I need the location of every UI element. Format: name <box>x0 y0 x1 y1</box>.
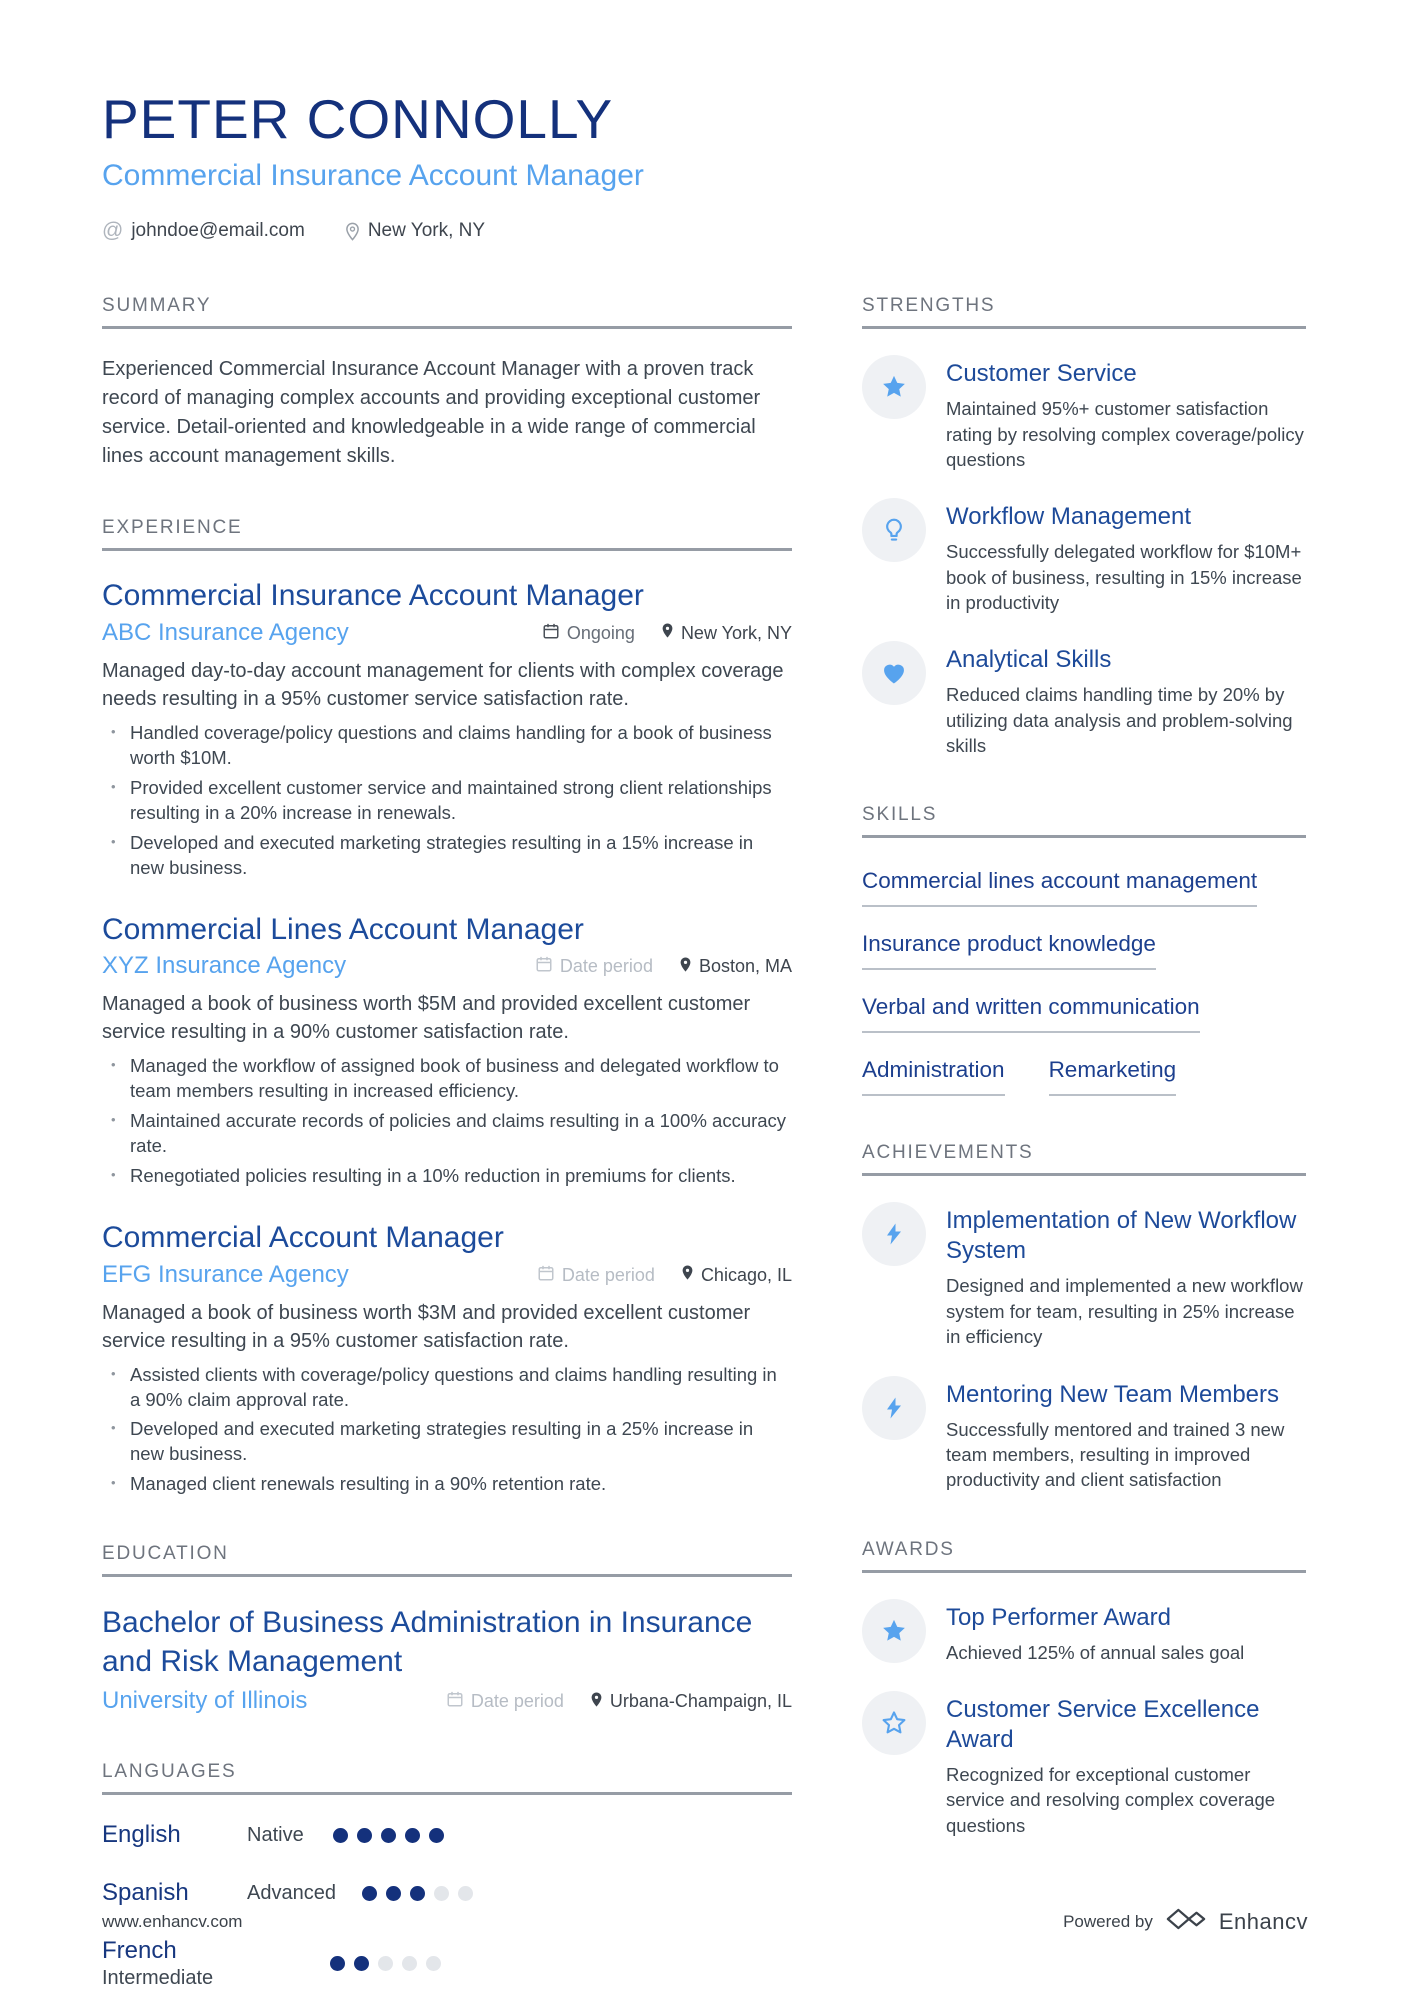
rating-dot-filled <box>354 1956 369 1971</box>
job-period: Date period <box>537 1264 655 1287</box>
resume-header <box>102 90 1308 243</box>
award-title: Customer Service Excellence Award <box>946 1695 1260 1753</box>
strength-title: Customer Service <box>946 360 1137 388</box>
job-bullet: • Provided excellent customer service and maintained strong client relationships resulting in a 20% increase in renewals. <box>102 776 792 826</box>
language-entry <box>102 1879 792 1907</box>
school-name: University of Illinois <box>102 1687 308 1715</box>
rating-dot-filled <box>410 1886 425 1901</box>
achievement-text: Successfully mentored and trained 3 new team members, resulting in improved productivity and client satisfaction <box>946 1418 1285 1491</box>
strength-entry <box>862 498 1306 615</box>
job-company: ABC Insurance Agency <box>102 618 349 646</box>
language-rating <box>330 1956 450 1971</box>
right-column <box>862 295 1306 1995</box>
job-company: XYZ Insurance Agency <box>102 952 347 980</box>
job-bullet: • Renegotiated policies resulting in a 10% reduction in premiums for clients. <box>102 1164 792 1189</box>
skill-item: Insurance product knowledge <box>862 931 1156 970</box>
job-bullet: • Assisted clients with coverage/policy questions and claims handling resulting in a 90% claim approval rate. <box>102 1363 792 1413</box>
awards-heading: AWARDS <box>862 1539 1306 1573</box>
rating-dot-filled <box>405 1828 420 1843</box>
job-title: Commercial Account Manager <box>102 1221 504 1255</box>
email-value: johndoe@email.com <box>131 220 305 242</box>
strengths-section <box>862 295 1306 758</box>
job-company: EFG Insurance Agency <box>102 1260 349 1288</box>
star-icon <box>862 355 926 419</box>
award-text: Recognized for exceptional customer service and resolving complex coverage questions <box>946 1763 1276 1836</box>
education-location: Urbana-Champaign, IL <box>590 1691 792 1713</box>
language-name: Spanish <box>102 1879 189 1907</box>
languages-heading: LANGUAGES <box>102 1761 792 1795</box>
job-bullets <box>102 1363 792 1498</box>
lightning-icon <box>862 1202 926 1266</box>
job-location: New York, NY <box>661 622 792 644</box>
rating-dot-filled <box>333 1828 348 1843</box>
job-location: Boston, MA <box>679 956 792 978</box>
strengths-heading: STRENGTHS <box>862 295 1306 329</box>
person-name: PETER CONNOLLY <box>102 88 614 150</box>
language-entry <box>102 1937 454 1990</box>
skill-item: Remarketing <box>1049 1057 1177 1096</box>
location-pin-icon <box>679 956 692 978</box>
award-text: Achieved 125% of annual sales goal <box>946 1641 1245 1663</box>
job-bullet: • Managed the workflow of assigned book of business and delegated workflow to team members resulting in increased efficiency. <box>102 1054 792 1104</box>
lightbulb-icon <box>862 498 926 562</box>
languages-section <box>102 1761 792 1995</box>
achievement-text: Designed and implemented a new workflow system for team, resulting in 25% increase in efficiency <box>946 1275 1303 1348</box>
rating-dot-filled <box>386 1886 401 1901</box>
job-bullet: • Managed client renewals resulting in a 90% retention rate. <box>102 1472 792 1497</box>
rating-dot-empty <box>458 1886 473 1901</box>
language-entry <box>102 1821 454 1849</box>
rating-dot-empty <box>378 1956 393 1971</box>
strength-title: Analytical Skills <box>946 646 1112 674</box>
job-bullet: • Maintained accurate records of policies and claims resulting in a 100% accuracy rate. <box>102 1109 792 1159</box>
page-footer <box>102 1906 1308 1937</box>
strength-text: Successfully delegated workflow for $10M+ book of business, resulting in 15% increase in productivity <box>946 541 1302 614</box>
job-bullet: • Handled coverage/policy questions and claims handling for a book of business worth $10M. <box>102 721 792 771</box>
strength-text: Reduced claims handling time by 20% by utilizing data analysis and problem-solving skills <box>946 684 1293 757</box>
achievements-heading: ACHIEVEMENTS <box>862 1142 1306 1176</box>
summary-section <box>102 295 792 471</box>
star-outline-icon <box>862 1691 926 1755</box>
language-rating <box>333 1828 453 1843</box>
job-description: Managed a book of business worth $3M and provided excellent customer service resulting in a 95% customer satisfaction rate. <box>102 1301 751 1352</box>
skill-item: Administration <box>862 1057 1005 1096</box>
award-title: Top Performer Award <box>946 1603 1171 1631</box>
strength-entry <box>862 355 1306 472</box>
rating-dot-empty <box>434 1886 449 1901</box>
calendar-icon <box>542 622 560 645</box>
skills-heading: SKILLS <box>862 804 1306 838</box>
language-name: English <box>102 1821 181 1849</box>
location-pin-icon <box>345 222 360 241</box>
strength-text: Maintained 95%+ customer satisfaction rating by resolving complex coverage/policy questions <box>946 398 1304 471</box>
contact-location <box>345 220 485 242</box>
experience-heading: EXPERIENCE <box>102 517 792 551</box>
summary-text: Experienced Commercial Insurance Account Manager with a proven track record of managing complex accounts and providing exceptional customer service. Detail-oriented and knowledgeable in a wide range of commercial lines account management skills. <box>102 358 761 468</box>
education-period: Date period <box>446 1690 564 1713</box>
skill-item: Commercial lines account management <box>862 868 1257 907</box>
heart-icon <box>862 641 926 705</box>
powered-by-label: Powered by <box>1063 1911 1153 1931</box>
job-title: Commercial Lines Account Manager <box>102 912 584 946</box>
rating-dot-empty <box>402 1956 417 1971</box>
strength-title: Workflow Management <box>946 503 1191 531</box>
education-heading: EDUCATION <box>102 1543 792 1577</box>
degree-title: Bachelor of Business Administration in Insurance and Risk Management <box>102 1606 753 1679</box>
job-description: Managed day-to-day account management for clients with complex coverage needs resulting in a 95% customer service satisfaction rate. <box>102 659 784 710</box>
skills-section <box>862 804 1306 1096</box>
rating-dot-filled <box>429 1828 444 1843</box>
job-bullet: • Developed and executed marketing strategies resulting in a 25% increase in new business. <box>102 1417 792 1467</box>
job-bullets <box>102 1054 792 1189</box>
summary-heading: SUMMARY <box>102 295 792 329</box>
enhancv-logo-icon <box>1165 1906 1207 1937</box>
job-period: Date period <box>535 955 653 978</box>
job-entry <box>102 577 792 880</box>
job-description: Managed a book of business worth $5M and provided excellent customer service resulting in a 90% customer satisfaction rate. <box>102 993 751 1044</box>
strength-entry <box>862 641 1306 758</box>
award-entry <box>862 1691 1306 1838</box>
education-section <box>102 1543 792 1715</box>
location-pin-icon <box>681 1264 694 1286</box>
job-bullet: • Developed and executed marketing strategies resulting in a 15% increase in new business. <box>102 831 792 881</box>
rating-dot-empty <box>426 1956 441 1971</box>
achievements-section <box>862 1142 1306 1492</box>
email-icon: @ <box>102 219 124 243</box>
achievement-title: Mentoring New Team Members <box>946 1380 1280 1408</box>
rating-dot-filled <box>357 1828 372 1843</box>
experience-section <box>102 517 792 1497</box>
contact-email <box>102 219 305 243</box>
job-bullets <box>102 721 792 881</box>
enhancv-brand-name: Enhancv <box>1218 1908 1308 1934</box>
star-icon <box>862 1599 926 1663</box>
location-pin-icon <box>590 1691 603 1713</box>
language-level: Intermediate <box>102 1967 214 1990</box>
calendar-icon <box>537 1264 555 1287</box>
awards-section <box>862 1539 1306 1838</box>
location-pin-icon <box>661 622 674 644</box>
calendar-icon <box>446 1690 464 1713</box>
job-period: Ongoing <box>542 622 635 645</box>
calendar-icon <box>535 955 553 978</box>
language-rating <box>362 1886 482 1901</box>
location-value: New York, NY <box>367 220 486 242</box>
language-level: Native <box>247 1823 304 1846</box>
job-entry <box>102 911 792 1189</box>
achievement-title: Implementation of New Workflow System <box>946 1207 1297 1265</box>
rating-dot-filled <box>330 1956 345 1971</box>
rating-dot-filled <box>381 1828 396 1843</box>
skill-item: Verbal and written communication <box>862 994 1200 1033</box>
left-column <box>102 295 792 1995</box>
language-name: French <box>102 1937 177 1965</box>
language-level: Advanced <box>247 1881 336 1904</box>
lightning-icon <box>862 1376 926 1440</box>
contact-row <box>102 219 1308 243</box>
job-title: Commercial Insurance Account Manager <box>102 579 644 613</box>
job-entry <box>102 1219 792 1497</box>
job-location: Chicago, IL <box>681 1264 792 1286</box>
powered-by <box>1063 1906 1308 1937</box>
enhancv-site-link: www.enhancv.com <box>102 1911 243 1931</box>
achievement-entry <box>862 1376 1306 1493</box>
award-entry <box>862 1599 1306 1665</box>
rating-dot-filled <box>362 1886 377 1901</box>
person-title: Commercial Insurance Account Manager <box>102 159 644 193</box>
achievement-entry <box>862 1202 1306 1349</box>
